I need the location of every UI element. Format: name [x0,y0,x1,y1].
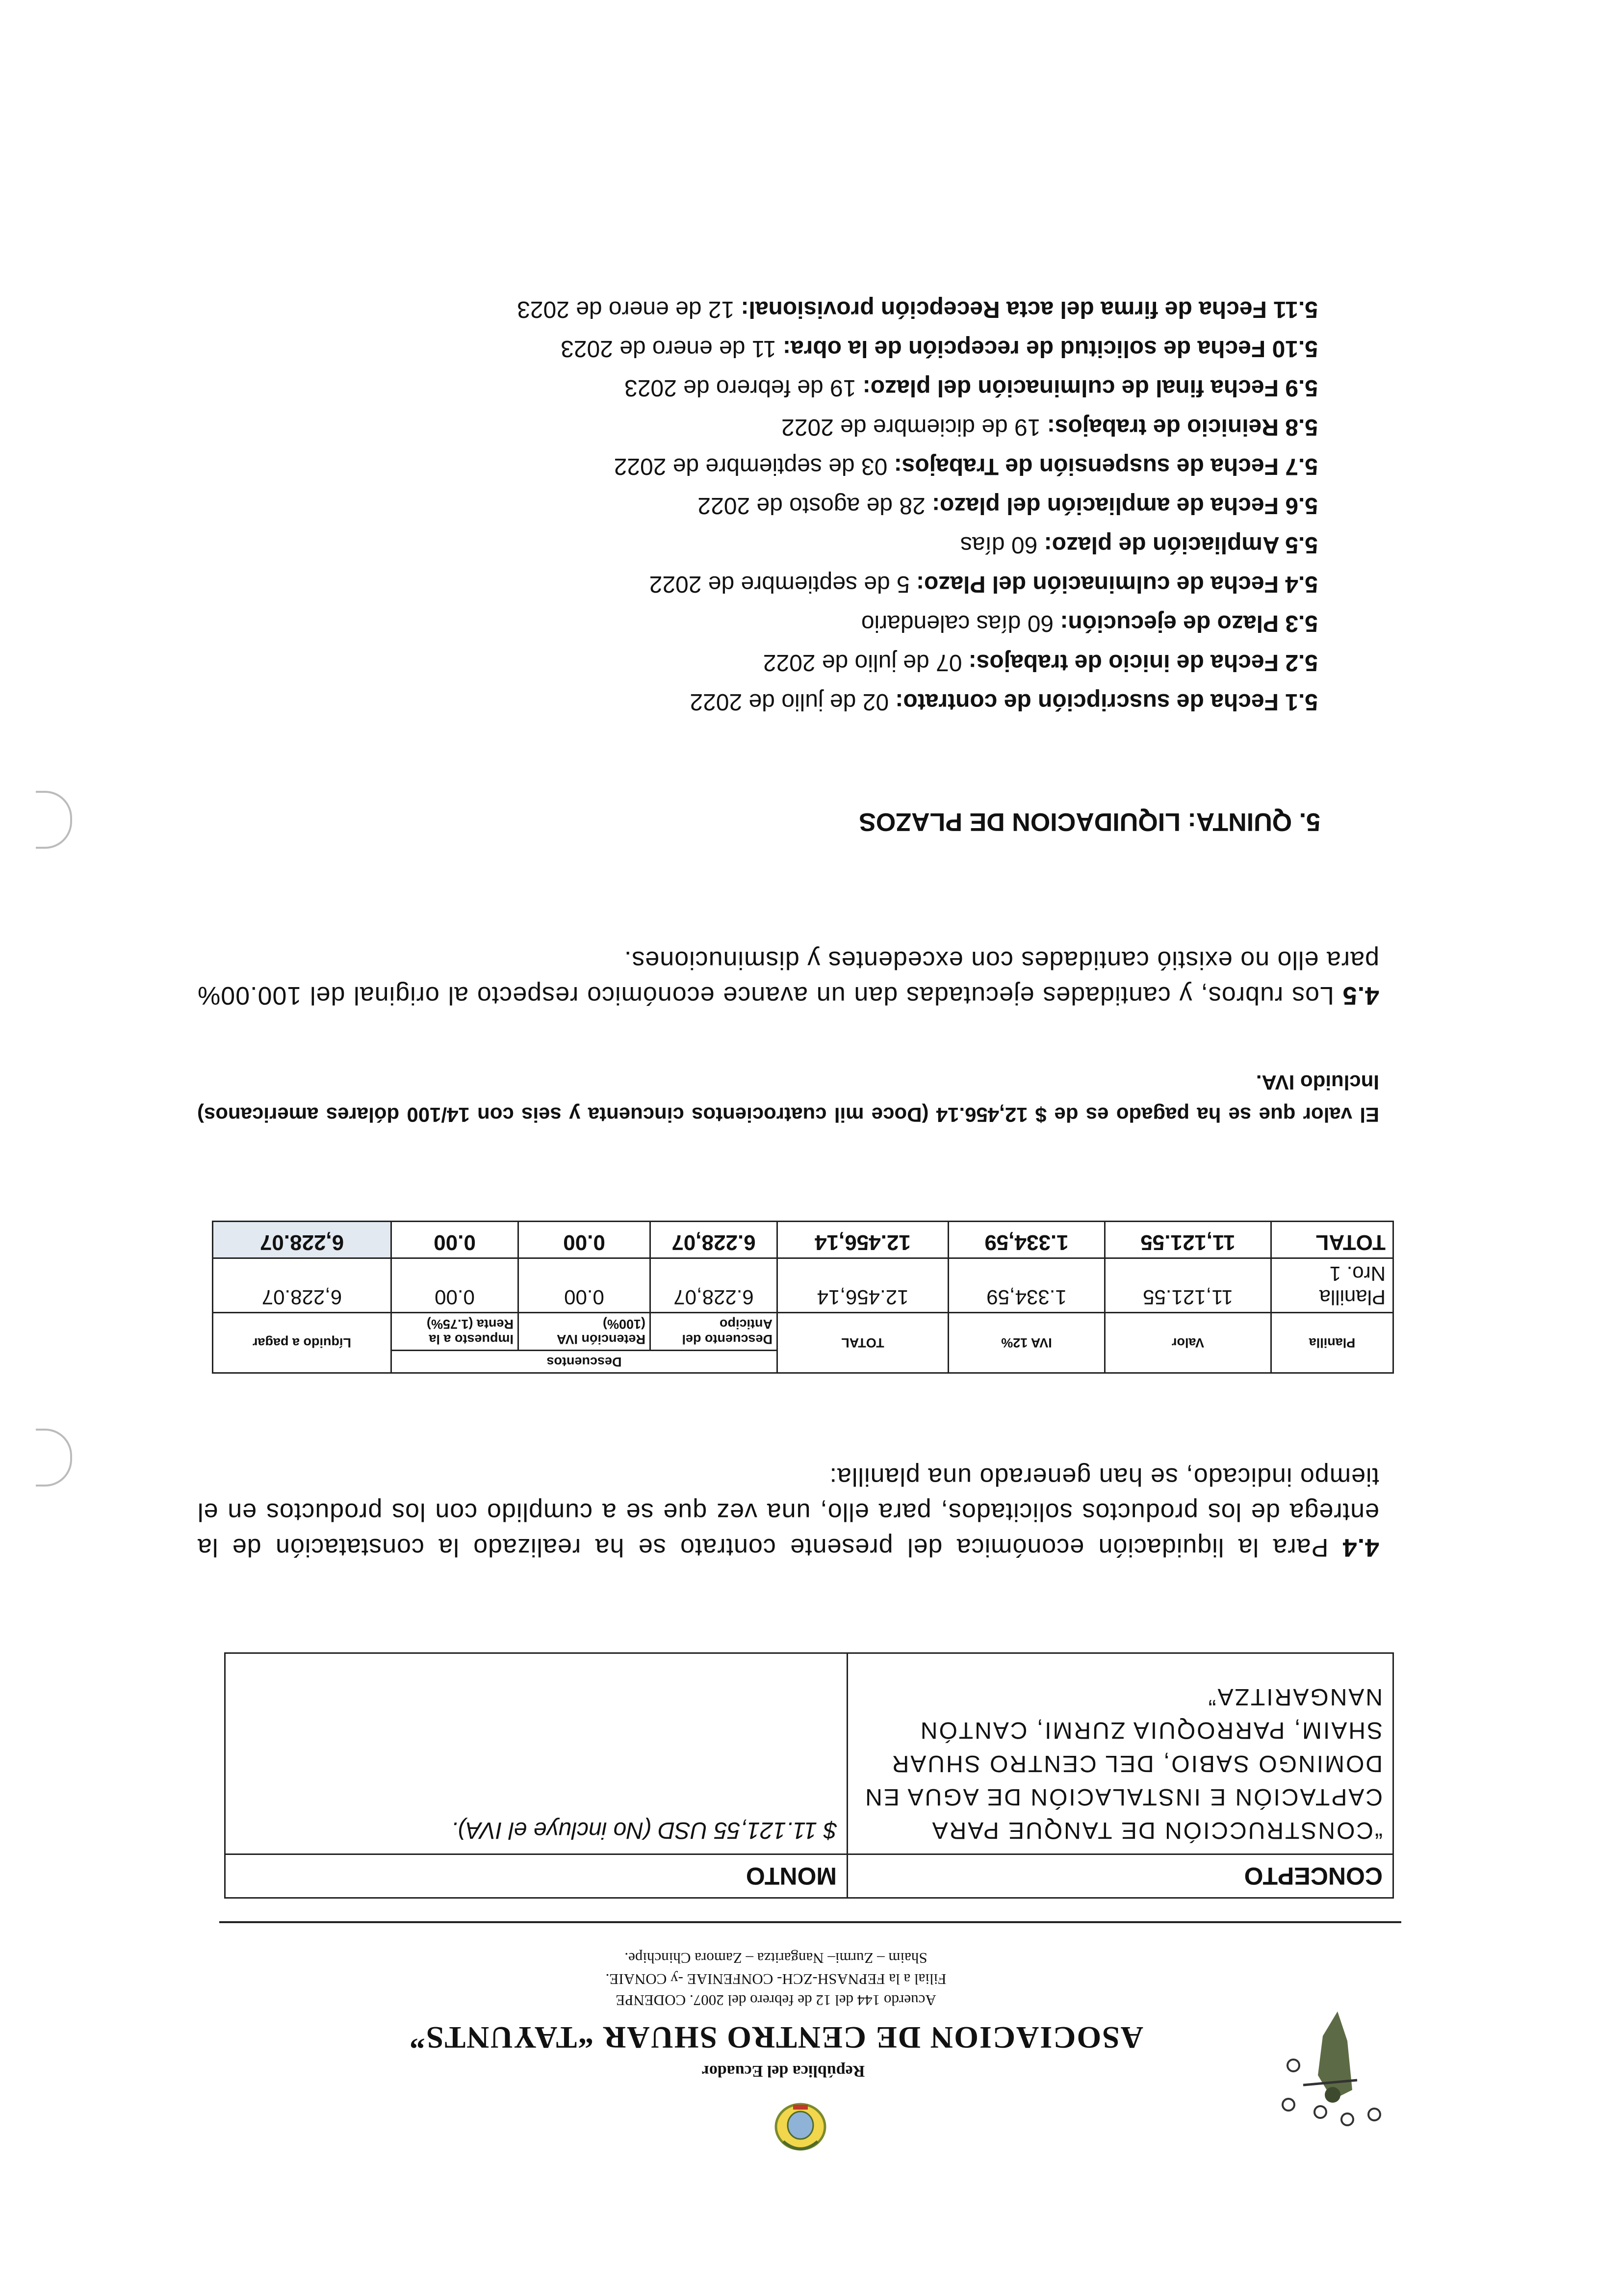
col-header: IVA 12% [949,1313,1105,1373]
coat-of-arms-icon [773,2100,827,2154]
item-label: 5.11 Fecha de firma del acta Recepción provisional: [741,296,1318,322]
item-value: 28 de agosto de 2022 [697,493,926,519]
concept-header: CONCEPTO [848,1854,1393,1898]
col-header: Impuesto a la Renta (1.75%) [391,1313,518,1351]
item-value: 5 de septiembre de 2022 [649,571,910,597]
section-5-heading: 5. QUINTA: LIQUIDACION DE PLAZOS [859,808,1320,836]
col-header: Retención IVA (100%) [518,1313,650,1351]
col-header: Planilla [1271,1313,1393,1373]
list-item [763,648,1318,677]
list-item [697,491,1318,520]
cell: 6.228,07 [650,1222,777,1258]
cell: 6.228,07 [650,1258,777,1313]
cell: 1.334,59 [949,1258,1105,1313]
item-value: 19 de diciembre de 2022 [781,414,1041,440]
cell: 11,121.55 [1105,1222,1271,1258]
item-value: 07 de julio de 2022 [763,650,962,676]
item-value: 60 días [960,532,1038,558]
concept-cell: “CONSTRUCCIÓN DE TANQUE PARA CAPTACIÓN E INSTALACIÓN DE AGUA EN DOMINGO SABIO, DEL CENTRO SHUAR SHAIM, PARROQUIA ZURMI, CANTÓN NANGARITZA” [848,1653,1393,1854]
discounts-group-header: Descuentos [391,1351,777,1373]
table-row [213,1258,1393,1313]
item-value: 11 de enero de 2023 [561,336,776,362]
punch-hole [36,791,72,849]
col-header: Valor [1105,1313,1271,1373]
item-label: 5.1 Fecha de suscripción de contrato: [895,689,1318,715]
col-header: Descuento del Anticipo [650,1313,777,1351]
cell: 6,228.07 [213,1258,391,1313]
item-label: 5.6 Fecha de ampliación del plazo: [932,493,1318,519]
cell: 0.00 [518,1258,650,1313]
col-header: TOTAL [777,1313,949,1373]
item-value: 02 de julio de 2022 [690,689,889,715]
concept-table [224,1652,1394,1899]
header-divider [219,1921,1401,1923]
list-item [690,687,1318,716]
col-header: Líquido a pagar [213,1313,391,1373]
item-label: 5.7 Fecha de suspensión de Trabajos: [894,453,1318,479]
list-item [960,530,1318,559]
total-row [213,1222,1393,1258]
cell: 0.00 [518,1222,650,1258]
item-label: 5.4 Fecha de culminación del Plazo: [916,571,1318,597]
list-item [614,451,1318,481]
list-item [517,294,1318,324]
republic-label: República del Ecuador [701,2062,865,2080]
cell: TOTAL [1271,1222,1393,1258]
cell: 12.456,14 [777,1222,949,1258]
header-subline: Shaim – Zurmi– Nangaritza – Zamora Chinchipe. [624,1950,927,1967]
cell: 0.00 [391,1222,518,1258]
item-label: 5.10 Fecha de solicitud de recepción de la obra: [782,336,1318,362]
item-value: 12 de enero de 2023 [517,296,735,322]
org-logo-icon [1274,2007,1387,2134]
item-value: 19 de febrero de 2023 [624,375,856,401]
item-label: 5.5 Ampliación de plazo: [1044,532,1318,558]
paragraph-4-5 [197,942,1379,1013]
cell: 11,121.55 [1105,1258,1271,1313]
para-text: Para la liquidación económica del presente contrato se ha realizado la constatación de la entrega de los productos solicitados, para ello, una vez que se a cumplido con los productos en el tiempo indicado, se han generado una planilla: [197,1462,1379,1562]
paid-amount-paragraph: El valor que se ha pagado es de $ 12,456.14 (Doce mil cuatrocientos cincuenta y seis con 14/100 dólares americanos) Incluido IVA. [197,1071,1379,1126]
item-value: 03 de septiembre de 2022 [614,453,888,479]
item-label: 5.3 Plazo de ejecución: [1060,610,1318,636]
amount-header: MONTO [225,1854,848,1898]
para-number: 4.4 [1342,1533,1379,1562]
paragraph-4-4 [197,1459,1379,1565]
header-subline: Acuerdo 144 del 12 de febrero del 2007. CODENPE [616,1992,936,2009]
payroll-table [212,1221,1394,1374]
para-text: Los rubros, y cantidades ejecutadas dan un avance económico respecto al original del 100.00% para ello no existió cantidades con excedentes y disminuciones. [197,946,1379,1010]
cell: 12.456,14 [777,1258,949,1313]
list-item [781,412,1318,442]
list-item [624,373,1318,402]
header-subline: Filial a la FEPNASH-ZCH- CONFENIAE -y CONAIE. [605,1971,947,1988]
item-label: 5.9 Fecha final de culminación del plazo: [862,375,1318,401]
list-item [649,569,1318,599]
org-title: ASOCIACION DE CENTRO SHUAR “TAYUNTS” [408,2020,1144,2055]
amount-cell: $ 11.121,55 USD (No incluye el IVA). [225,1653,848,1854]
cell: Planilla Nro. 1 [1271,1258,1393,1313]
cell: 6,228.07 [213,1222,391,1258]
list-item [861,608,1318,638]
cell: 1.334,59 [949,1222,1105,1258]
item-label: 5.2 Fecha de inicio de trabajos: [968,650,1318,676]
cell: 0.00 [391,1258,518,1313]
item-value: 60 días calendario [861,610,1054,636]
item-label: 5.8 Reinicio de trabajos: [1047,414,1318,440]
punch-hole [36,1429,72,1487]
list-item [561,334,1318,363]
para-number: 4.5 [1342,981,1379,1010]
